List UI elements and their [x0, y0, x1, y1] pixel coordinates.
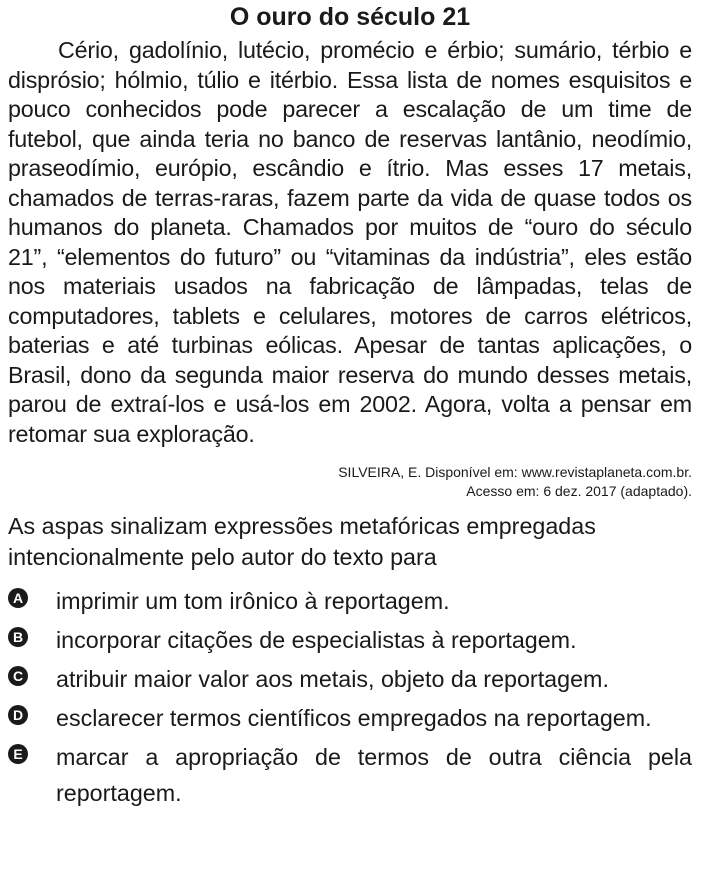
option-d[interactable]: [8, 700, 692, 736]
option-a-text[interactable]: imprimir um tom irônico à reportagem.: [56, 588, 450, 614]
option-a[interactable]: [8, 583, 692, 619]
option-b-text[interactable]: incorporar citações de especialistas à reportagem.: [56, 627, 577, 653]
option-a-letter-badge[interactable]: A: [8, 588, 28, 608]
option-b[interactable]: [8, 622, 692, 658]
source-access-date: Acesso em: 6 dez. 2017 (adaptado).: [466, 483, 692, 499]
option-d-letter-badge[interactable]: D: [8, 705, 28, 725]
article-source: [8, 463, 692, 501]
option-e-letter-badge[interactable]: E: [8, 744, 28, 764]
option-c-text[interactable]: atribuir maior valor aos metais, objeto da reportagem.: [56, 666, 609, 692]
question-stem: As aspas sinalizam expressões metafóricas empregadas intencionalmente pelo autor do texto para: [8, 513, 596, 570]
option-c-letter-badge[interactable]: C: [8, 666, 28, 686]
option-e[interactable]: [8, 739, 692, 811]
option-c[interactable]: [8, 661, 692, 697]
option-e-text[interactable]: marcar a apropriação de termos de outra ciência pela reportagem.: [56, 744, 692, 806]
option-d-text[interactable]: esclarecer termos científicos empregados na reportagem.: [56, 705, 652, 731]
article-body: Cério, gadolínio, lutécio, promécio e érbio; sumário, térbio e disprósio; hólmio, túlio e itérbio. Essa lista de nomes esquisitos e pouco conhecidos pode parecer a escalação de um time de futebol, que ainda teria no banco de reservas lantânio, neodímio, praseodímio, európio, escândio e ítrio. Mas esses 17 metais, chamados de terras-raras, fazem parte da vida de quase todos os humanos do planeta. Chamados por muitos de “ouro do século 21”, “elementos do futuro” ou “vitaminas da indústria”, eles estão nos materiais usados na fabricação de lâmpadas, telas de computadores, tablets e celulares, motores de carros elétricos, baterias e até turbinas eólicas. Apesar de tantas aplicações, o Brasil, dono da segunda maior reserva do mundo desses metais, parou de extraí-los e usá-los em 2002. Agora, volta a pensar em retomar sua exploração.: [8, 37, 692, 447]
article-title: O ouro do século 21: [229, 3, 471, 31]
answer-options: [8, 583, 692, 811]
option-b-letter-badge[interactable]: B: [8, 627, 28, 647]
source-citation: SILVEIRA, E. Disponível em: www.revistaplaneta.com.br.: [338, 464, 692, 480]
